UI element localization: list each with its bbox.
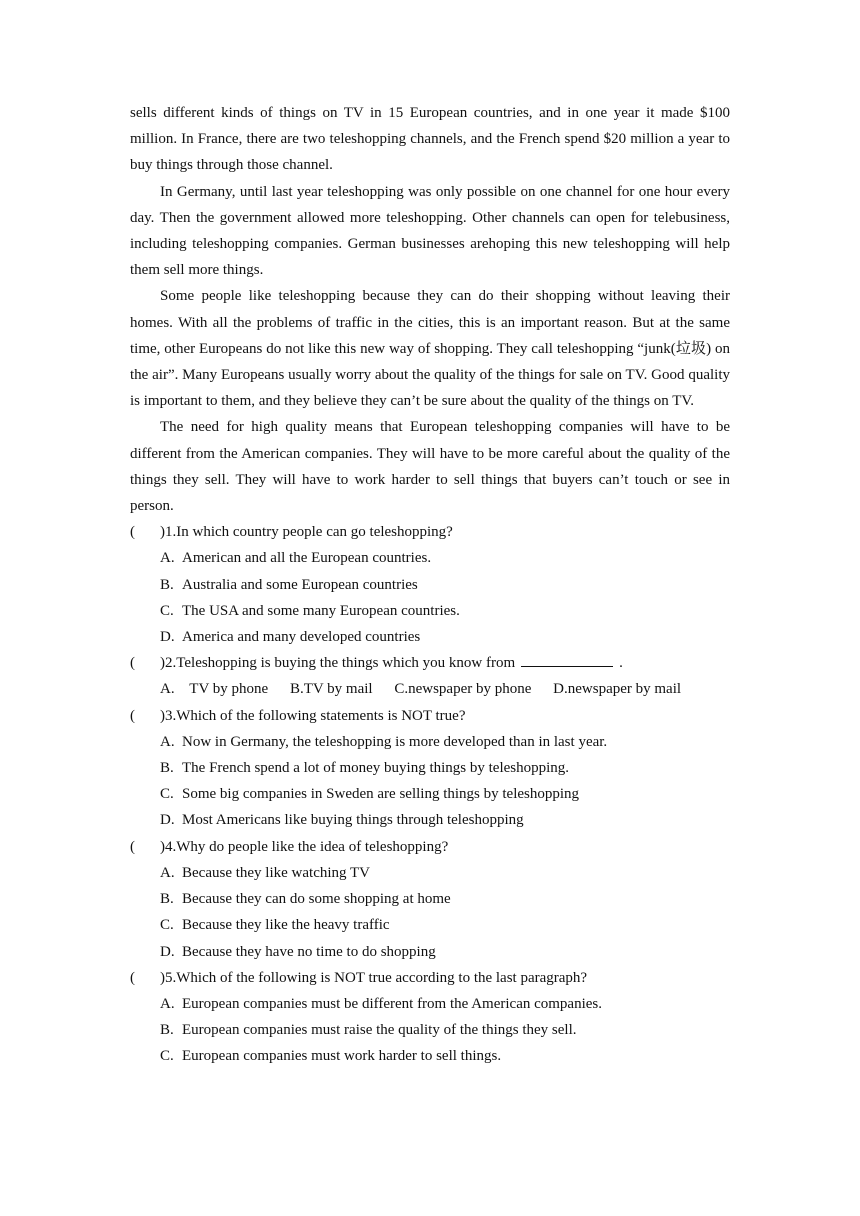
passage-paragraph-2: In Germany, until last year teleshopping was only possible on one channel for one hour every day. Then the government allowed more teleshopping. Other channels can open for telebusiness, including teleshopping companies. German businesses arehoping this new teleshopping will help them sell more things. (130, 183, 730, 279)
answer-blank-2[interactable]: ( (130, 655, 135, 672)
question-4-text: 4.Why do people like the idea of teleshopping? (165, 838, 449, 855)
q2-option-a: A. TV by phone (160, 681, 269, 698)
q5-option-c: C. European companies must work harder to sell things. (160, 1048, 502, 1065)
question-5-text: 5.Which of the following is NOT true according to the last paragraph? (165, 969, 588, 986)
q3-option-a: A. Now in Germany, the teleshopping is more developed than in last year. (160, 733, 608, 750)
question-3: ( )3.Which of the following statements is NOT true? (130, 703, 730, 729)
q3-option-d: D. Most Americans like buying things through teleshopping (160, 812, 524, 829)
q1-option-d: D. America and many developed countries (160, 629, 421, 646)
q4-option-b: B. Because they can do some shopping at home (160, 891, 451, 908)
q2-options (130, 676, 730, 702)
document-page (130, 100, 730, 1070)
passage-paragraph-1: sells different kinds of things on TV in 15 European countries, and in one year it made $100 million. In France, there are two teleshopping channels, and the French spend $20 million a year to buy things through those channel. (130, 105, 730, 174)
q3-option-b: B. The French spend a lot of money buying things by teleshopping. (160, 760, 570, 777)
answer-blank-5[interactable]: ( (130, 969, 135, 986)
question-5: ( )5.Which of the following is NOT true according to the last paragraph? (130, 965, 730, 991)
q1-option-b: B. Australia and some European countries (160, 576, 418, 593)
passage-paragraph-3: Some people like teleshopping because they can do their shopping without leaving their homes. With all the problems of traffic in the cities, this is an important reason. But at the same time, other Europeans do not like this new way of shopping. They call teleshopping “junk(垃圾) on the air”. Many Europeans usually worry about the quality of the things for sale on TV. Good quality is important to them, and they believe they can’t be sure about the quality of the things on TV. (130, 288, 730, 410)
question-2: ( )2.Teleshopping is buying the things which you know from . (130, 650, 730, 676)
question-2-text: 2.Teleshopping is buying the things which you know from (165, 655, 516, 672)
question-4: ( )4.Why do people like the idea of teleshopping? (130, 834, 730, 860)
q2-option-c: C.newspaper by phone (394, 681, 532, 698)
question-3-text: 3.Which of the following statements is NOT true? (165, 707, 466, 724)
answer-blank-4[interactable]: ( (130, 838, 135, 855)
q5-option-b: B. European companies must raise the quality of the things they sell. (160, 1022, 577, 1039)
q5-option-a: A. European companies must be different from the American companies. (160, 995, 602, 1012)
q1-option-c: C. The USA and some many European countries. (160, 602, 460, 619)
fill-in-blank[interactable] (521, 654, 613, 667)
q4-option-d: D. Because they have no time to do shopping (160, 943, 436, 960)
q1-option-a: A. American and all the European countries. (160, 550, 432, 567)
q4-option-c: C. Because they like the heavy traffic (160, 917, 390, 934)
q4-option-a: A. Because they like watching TV (160, 864, 370, 881)
answer-blank-1[interactable]: ( (130, 524, 135, 541)
question-1-text: 1.In which country people can go teleshopping? (165, 524, 453, 541)
q2-option-b: B.TV by mail (289, 681, 373, 698)
passage-paragraph-4: The need for high quality means that European teleshopping companies will have to be different from the American companies. They will have to be more careful about the quality of the things they sell. They will have to work harder to sell things that buyers can’t touch or see in person. (130, 419, 730, 515)
q3-option-c: C. Some big companies in Sweden are selling things by teleshopping (160, 786, 580, 803)
q2-option-d: D.newspaper by mail (553, 681, 682, 698)
answer-blank-3[interactable]: ( (130, 707, 135, 724)
question-1: ( )1.In which country people can go teleshopping? (130, 519, 730, 545)
